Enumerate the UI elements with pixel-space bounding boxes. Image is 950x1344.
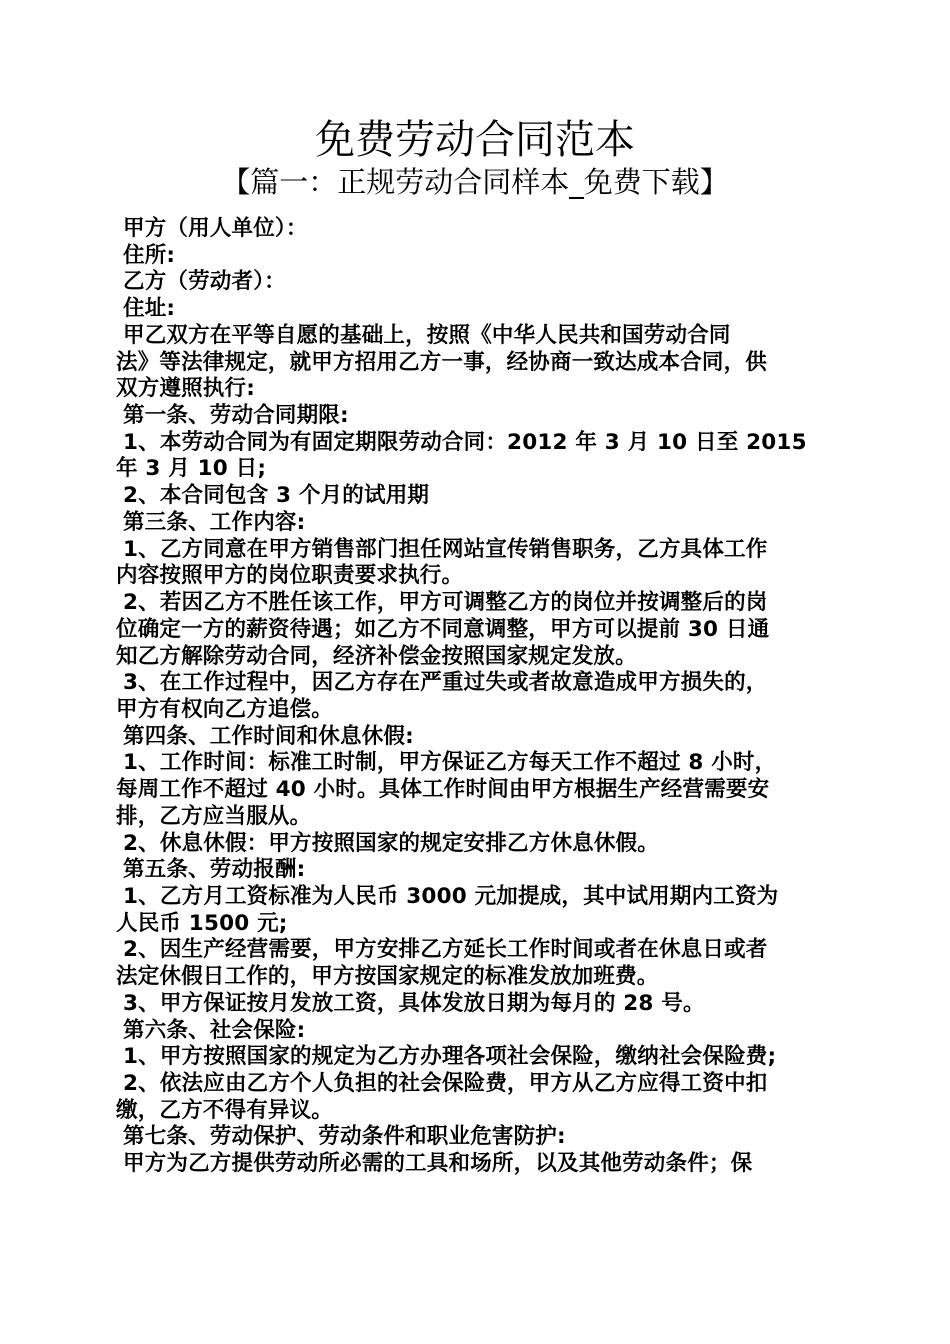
document-line: 2、依法应由乙方个人负担的社会保险费，甲方从乙方应得工资中扣 <box>123 1071 768 1096</box>
document-line: 双方遵照执行: <box>116 376 255 402</box>
document-line: 第三条、工作内容: <box>123 509 306 535</box>
document-line: 第七条、劳动保护、劳动条件和职业危害防护: <box>123 1124 566 1150</box>
document-line: 缴，乙方不得有异议。 <box>116 1097 334 1123</box>
document-title: 免费劳动合同范本 <box>315 117 635 163</box>
document-line: 甲方为乙方提供劳动所必需的工具和场所，以及其他劳动条件；保 <box>123 1151 753 1177</box>
document-line: 1、乙方月工资标准为人民币 3000 元加提成，其中试用期内工资为 <box>123 883 779 909</box>
document-line: 法》等法律规定，就甲方招用乙方一事，经协商一致达成本合同，供 <box>116 349 768 375</box>
document-line: 位确定一方的薪资待遇；如乙方不同意调整，甲方可以提前 30 日通 <box>116 616 770 642</box>
document-line: 1、甲方按照国家的规定为乙方办理各项社会保险，缴纳社会保险费; <box>123 1044 777 1070</box>
document-line: 甲方有权向乙方追偿。 <box>116 696 334 722</box>
document-line: 人民币 1500 元; <box>116 910 288 936</box>
document-line: 第四条、工作时间和休息休假: <box>123 723 414 749</box>
document-line: 法定休假日工作的，甲方按国家规定的标准发放加班费。 <box>116 964 659 990</box>
document-line: 1、工作时间：标准工时制，甲方保证乙方每天工作不超过 8 小时， <box>123 750 777 776</box>
document-line: 住所: <box>123 242 176 268</box>
document-line: 甲方（用人单位）： <box>123 216 308 241</box>
document-line: 第六条、社会保险: <box>123 1017 306 1043</box>
document-body <box>116 216 840 1178</box>
document-subtitle: 【篇一：正规劳动合同样本_免费下载】 <box>221 165 729 199</box>
document-line: 知乙方解除劳动合同，经济补偿金按照国家规定发放。 <box>116 643 637 669</box>
document-line: 1、本劳动合同为有固定期限劳动合同：2012 年 3 月 10 日至 2015 <box>123 429 807 455</box>
document-line: 1、乙方同意在甲方销售部门担任网站宣传销售职务，乙方具体工作 <box>123 536 768 562</box>
document-line: 住址: <box>123 296 176 322</box>
document-line: 每周工作不超过 40 小时。具体工作时间由甲方根据生产经营需要安 <box>116 777 770 803</box>
document-line: 年 3 月 10 日; <box>116 456 267 482</box>
document-line: 甲乙双方在平等自愿的基础上，按照《中华人民共和国劳动合同 <box>123 322 731 348</box>
document-line: 内容按照甲方的岗位职责要求执行。 <box>116 563 464 589</box>
document-line: 第五条、劳动报酬: <box>123 857 306 883</box>
document-line: 2、因生产经营需要，甲方安排乙方延长工作时间或者在休息日或者 <box>123 937 768 963</box>
document-line: 乙方（劳动者）： <box>123 269 286 295</box>
document-line: 2、本合同包含 3 个月的试用期 <box>123 483 430 509</box>
document-line: 2、若因乙方不胜任该工作，甲方可调整乙方的岗位并按调整后的岗 <box>123 590 768 616</box>
document-line: 2、休息休假：甲方按照国家的规定安排乙方休息休假。 <box>123 830 659 856</box>
document-line: 3、在工作过程中，因乙方存在严重过失或者故意造成甲方损失的， <box>123 670 768 696</box>
document-line: 第一条、劳动合同期限: <box>123 403 349 429</box>
document-line: 排，乙方应当服从。 <box>116 803 312 829</box>
document-line: 3、甲方保证按月发放工资，具体发放日期为每月的 28 号。 <box>123 990 705 1016</box>
